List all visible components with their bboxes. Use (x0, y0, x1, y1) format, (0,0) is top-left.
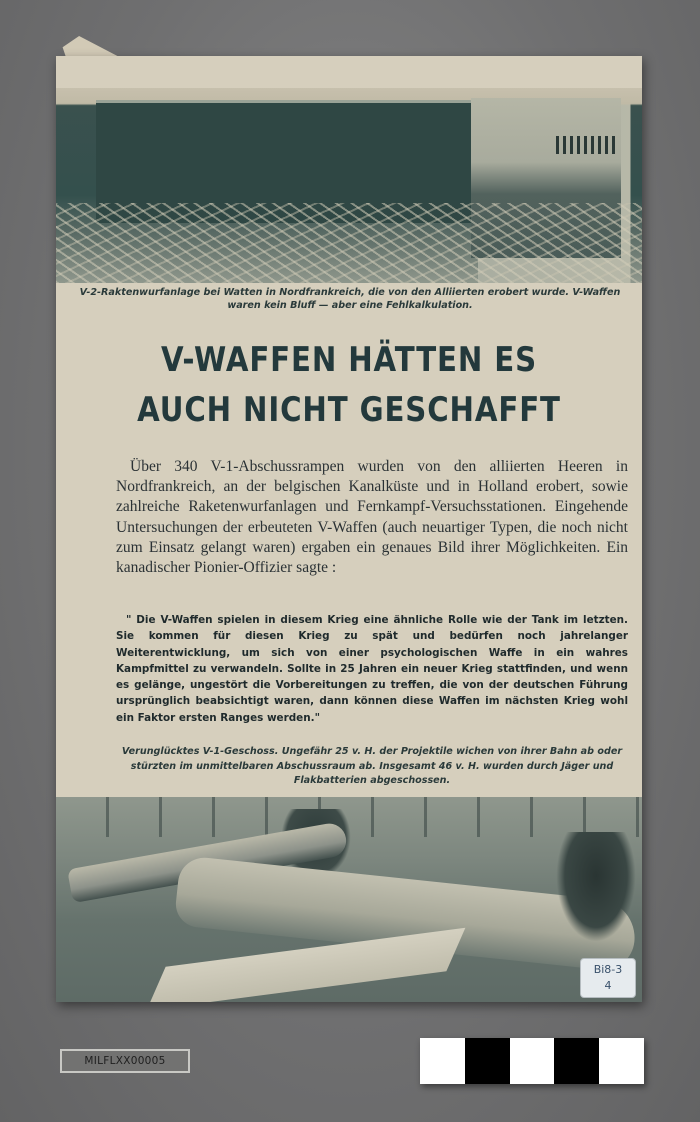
debris-shape (56, 203, 642, 283)
color-scale-bar (420, 1038, 644, 1084)
headline-line-2: AUCH NICHT GESCHAFFT (137, 390, 561, 430)
vent-shape (556, 136, 616, 154)
caption-top: V-2-Raktenwurfanlage bei Watten in Nordfrankreich, die von den Alliierten erobert wurde. V-Waffen waren kein Bluff — aber eine Fehlkalkulation. (79, 287, 621, 311)
photo-v2-bunker (56, 88, 642, 283)
scale-segment (599, 1038, 644, 1084)
officer-quote: " Die V-Waffen spielen in diesem Krieg eine ähnliche Rolle wie der Tank im letzten. Sie kommen für diesen Krieg zu spät und bedürfen noch jahrelanger Weiterentwicklung, um sich von einer psychologischen Waffe in ein wahres Kampfmittel zu verwandeln. Sollte in 25 Jahren ein neuer Krieg stattfinden, und wenn es gelänge, ungestört die Vorbereitungen zu treffen, die von der deutschen Führung ursprünglich beabsichtigt waren, dann können diese Waffen im nächsten Krieg wohl ein Faktor ersten Ranges werden." (116, 614, 628, 724)
scale-segment (420, 1038, 465, 1084)
headline-line-1: V-WAFFEN HÄTTEN ES (160, 340, 538, 380)
scale-segment (465, 1038, 510, 1084)
scale-segment (510, 1038, 555, 1084)
archive-tag-line-2: 4 (604, 979, 612, 992)
photo-crashed-v1 (56, 797, 642, 1002)
archive-tag-line-1: Bi8-3 (593, 963, 623, 976)
headline (97, 335, 601, 435)
archive-tag (580, 958, 636, 998)
body-paragraph: Über 340 V-1-Abschussrampen wurden von den alliierten Heeren in Nordfrankreich, an der belgischen Kanalküste und in Holland erobert, sowie zahlreiche Raketenwurfanlagen und Fernkampf-Versuchsstationen. Eingehende Untersuchungen der erbeuteten V-Waffen (auch neuartiger Typen, die noch nicht zum Einsatz gelangt waren) ergaben ein genaues Bild ihrer Möglichkeiten. Ein kanadischer Pionier-Offizier sagte : (116, 458, 628, 577)
caption-bottom: Verunglücktes V-1-Geschoss. Ungefähr 25 v. H. der Projektile wichen von ihrer Bahn ab oder stürzten im unmittelbaren Abschussraum ab. Insgesamt 46 v. H. wurden durch Jäger und Flakbatterien abgeschossen. (121, 746, 623, 786)
wing-shape (147, 928, 466, 1002)
soldier-figure (556, 832, 636, 942)
scale-segment (554, 1038, 599, 1084)
archive-id-label: MILFLXX00005 (60, 1049, 190, 1073)
